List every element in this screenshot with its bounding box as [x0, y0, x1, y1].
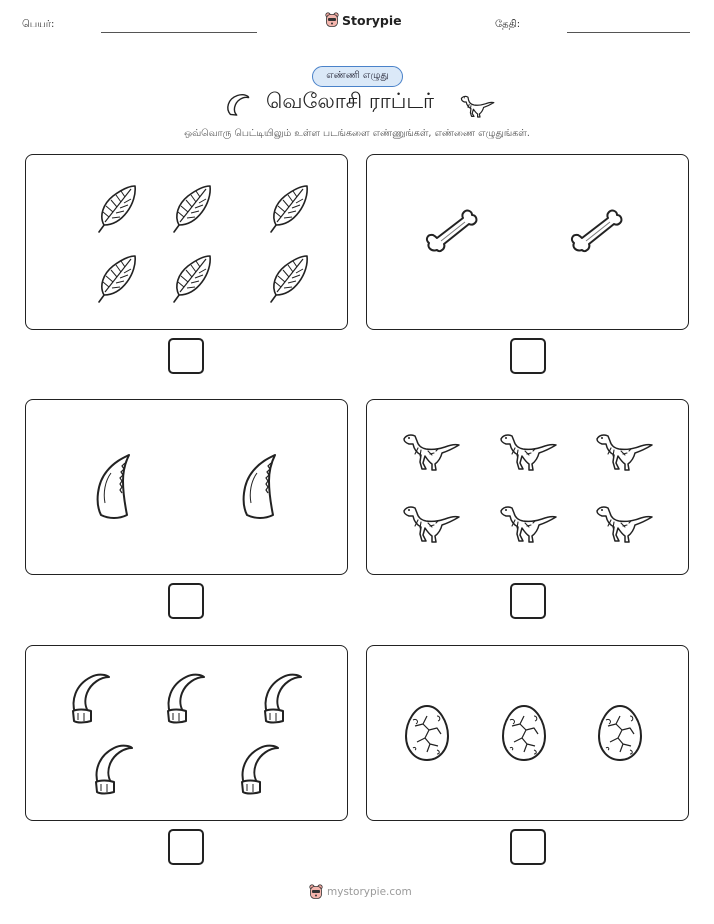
raptor-icon [597, 435, 652, 470]
storypie-logo [325, 12, 402, 28]
egg-icon [406, 706, 448, 760]
brand-name: Storypie [342, 12, 402, 28]
egg-icon [503, 706, 545, 760]
answer-box-eggs[interactable] [510, 829, 546, 865]
raptor-icon [597, 507, 652, 542]
counting-card-feathers [25, 154, 348, 330]
claw-icon [73, 675, 109, 723]
card-items [367, 155, 690, 331]
date-label: தேதி: [495, 19, 521, 30]
feather-icon [174, 186, 210, 232]
title-row [0, 86, 714, 122]
answer-box-feathers[interactable] [168, 338, 204, 374]
claw-icon [265, 675, 301, 723]
date-line[interactable] [567, 32, 690, 33]
counting-card-bones [366, 154, 689, 330]
feather-icon [271, 256, 307, 302]
name-line[interactable] [101, 32, 257, 33]
footer [309, 884, 412, 900]
card-items [367, 400, 690, 576]
counting-card-raptors [366, 399, 689, 575]
egg-icon [599, 706, 641, 760]
claw-icon [96, 746, 132, 794]
raptor-icon [404, 435, 459, 470]
feather-icon [271, 186, 307, 232]
feather-icon [99, 186, 135, 232]
tooth-icon [244, 455, 275, 518]
card-items [26, 646, 349, 822]
bone-icon [572, 211, 622, 252]
feather-icon [99, 256, 135, 302]
claw-icon [242, 746, 278, 794]
raptor-icon [459, 90, 495, 120]
card-items [26, 155, 349, 331]
card-items [26, 400, 349, 576]
raptor-icon [501, 507, 556, 542]
bear-mascot-icon [325, 12, 339, 28]
counting-card-teeth [25, 399, 348, 575]
name-label: பெயர்: [22, 19, 55, 30]
bone-icon [427, 211, 477, 252]
activity-badge: எண்ணி எழுது [312, 66, 403, 87]
bear-mascot-icon [309, 884, 323, 900]
counting-card-claws [25, 645, 348, 821]
claw-icon [168, 675, 204, 723]
raptor-icon [404, 507, 459, 542]
footer-site[interactable]: mystorypie.com [327, 886, 412, 898]
answer-box-claws[interactable] [168, 829, 204, 865]
answer-box-bones[interactable] [510, 338, 546, 374]
card-items [367, 646, 690, 822]
feather-icon [174, 256, 210, 302]
page-title: வெலோசி ராப்டர் [266, 89, 435, 113]
claw-icon [222, 92, 250, 120]
raptor-icon [501, 435, 556, 470]
answer-box-raptors[interactable] [510, 583, 546, 619]
tooth-icon [98, 455, 129, 518]
instructions: ஒவ்வொரு பெட்டியிலும் உள்ள படங்களை எண்ணுங்கள், எண்ணை எழுதுங்கள். [184, 128, 530, 139]
answer-box-teeth[interactable] [168, 583, 204, 619]
counting-card-eggs [366, 645, 689, 821]
